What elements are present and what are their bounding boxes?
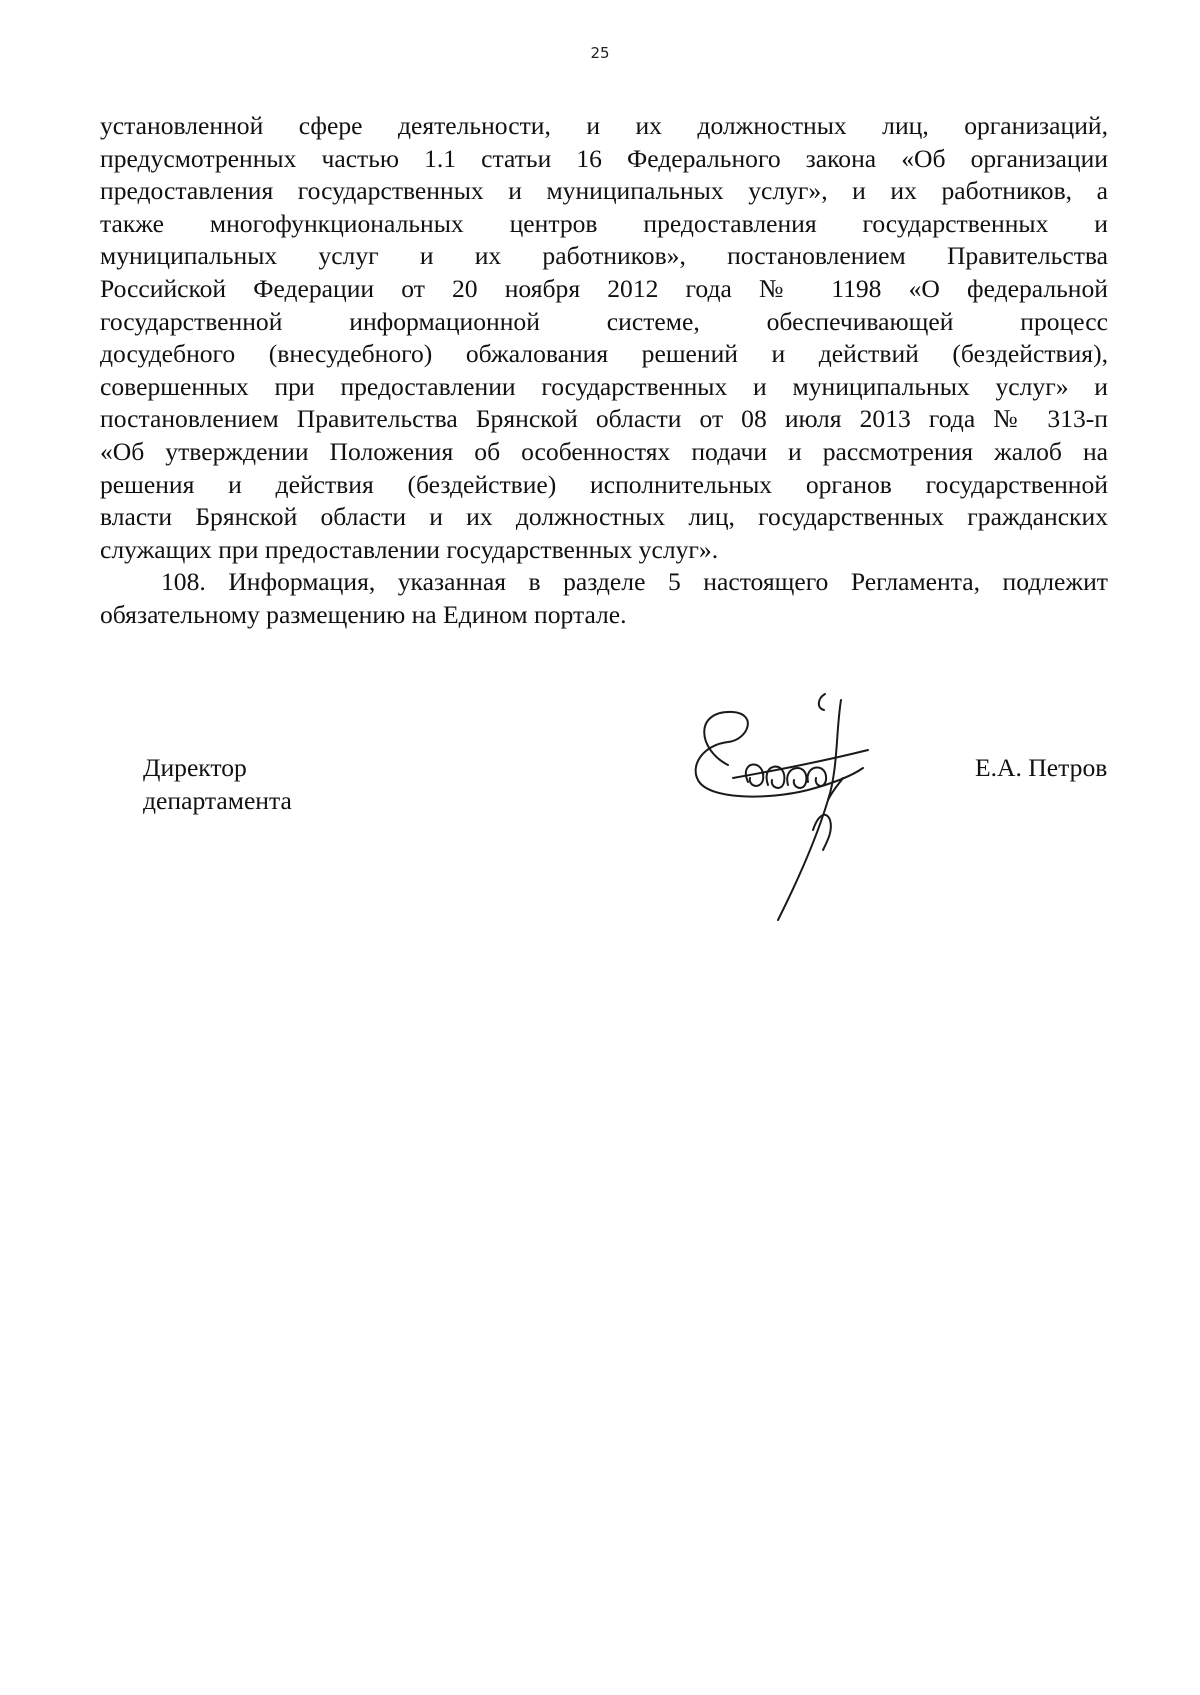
- text-line: 108. Информация, указанная в разделе 5 настоящего Регламента, подлежит: [161, 567, 1108, 597]
- text-line: установленной сфере деятельности, и их должностных лиц, организаций,: [100, 111, 1108, 140]
- paragraph-108: [100, 566, 1108, 631]
- text-line: также многофункциональных центров предоставления государственных и: [100, 208, 1108, 238]
- text-line: досудебного (внесудебного) обжалования решений и действий (бездействия),: [100, 339, 1108, 369]
- handwritten-signature: [688, 690, 918, 930]
- text-line: совершенных при предоставлении государственных и муниципальных услуг» и: [100, 371, 1108, 401]
- signatory-title-line: Директор: [143, 753, 247, 782]
- text-line: предусмотренных частью 1.1 статьи 16 Федерального закона «Об организации: [100, 143, 1108, 173]
- document-body: [100, 110, 1108, 632]
- text-line: муниципальных услуг и их работников», постановлением Правительства: [100, 241, 1108, 271]
- text-line: решения и действия (бездействие) исполнительных органов государственной: [100, 469, 1108, 499]
- text-line: служащих при предоставлении государственных услуг».: [100, 534, 719, 564]
- text-line: «Об утверждении Положения об особенностях подачи и рассмотрения жалоб на: [100, 436, 1108, 466]
- text-line: государственной информационной системе, обеспечивающей процесс: [100, 306, 1108, 336]
- text-line: власти Брянской области и их должностных лиц, государственных гражданских: [100, 502, 1108, 532]
- text-line: обязательному размещению на Едином портале.: [100, 599, 627, 629]
- paragraph-legal-basis: [100, 110, 1108, 566]
- signatory-title: [143, 752, 292, 817]
- text-line: предоставления государственных и муниципальных услуг», и их работников, а: [100, 176, 1108, 206]
- signatory-title-line: департамента: [143, 785, 292, 815]
- signatory-name: Е.А. Петров: [975, 753, 1108, 782]
- page-number: 25: [590, 44, 610, 62]
- text-line: Российской Федерации от 20 ноября 2012 года № 1198 «О федеральной: [100, 273, 1108, 303]
- text-line: постановлением Правительства Брянской области от 08 июля 2013 года № 313-п: [100, 404, 1108, 434]
